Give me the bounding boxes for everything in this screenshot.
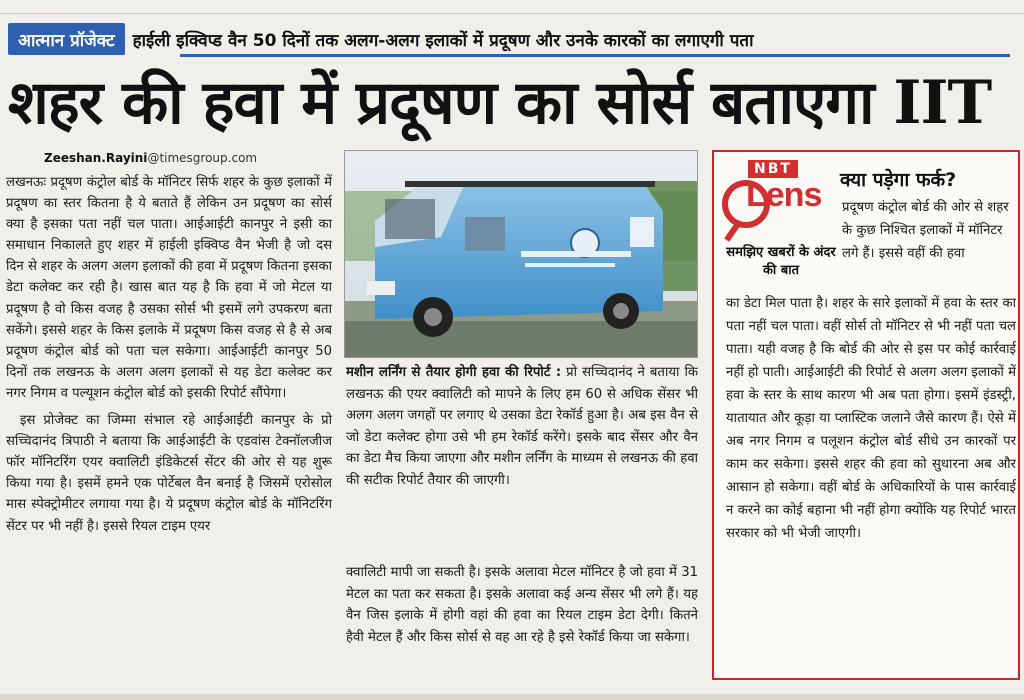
kicker-underline (180, 54, 1010, 57)
kicker-line: हाईली इक्विप्ड वैन 50 दिनों तक अलग-अलग इलाकों में प्रदूषण और उनके कारकों का लगाएगी पता (132, 30, 754, 51)
lens-body: का डेटा मिल पाता है। शहर के सारे इलाकों में हवा के स्तर का पता नहीं चल पाता। वहीं सोर्स तो मॉनिटर से भी नहीं पता चल पाता। यही वजह है कि बोर्ड की ओर से इस पर कोई कार्रवाई नहीं हो पाती। आईआईटी की रिपोर्ट से अलग अलग इलाकों में हवा के स्तर के साथ कारण भी अब पता होगा। इसमें इंडस्ट्री, यातायात और कूड़ा या प्लास्टिक जलाने जैसे कारण हैं। ऐसे में अब नगर निगम व पलूशन कंट्रोल बोर्ड सीधे उन कारकों पर काम कर सकेगा। इससे शहर की हवा को सुधारना अब और आसान हो सकेगा। वहीं बोर्ड के अधिकारियों के पास कार्रवाई न करने का कोई बहाना भी नहीं होगा क्योंकि यह रिपोर्ट भारत सरकार को भी भेजी जाएगी। (726, 296, 1016, 541)
caption-body: प्रो सच्चिदानंद ने बताया कि लखनऊ की एयर क्वालिटी को मापने के लिए हम 60 से अधिक सेंसर भी अलग अलग जगहों पर लगाए थे उसका डेटा रेकॉर्ड हुआ है। अब इस वैन से जो डेटा कलेक्ट होगा उसे भी हम रेकॉर्ड करेंगे। इसके बाद सेंसर और वैन का डेटा मैच किया जाएगा और मशीन लर्निंग के माध्यम से लखनऊ की हवा की सटीक रिपोर्ट तैयार की जाएगी। (346, 365, 698, 488)
byline-name: Zeeshan.Rayini (44, 151, 148, 165)
lens-body-top: प्रदूषण कंट्रोल बोर्ड की ओर से शहर के कुछ निश्चित इलाकों में मॉनिटर लगे हैं। इससे वहीं की हवा (842, 200, 1009, 261)
nbt-lens-logo (722, 158, 840, 288)
caption-lead: मशीन लर्निंग से तैयार होगी हवा की रिपोर्ट : (346, 365, 562, 380)
lens-wordmark: Lens (746, 176, 822, 214)
van-illustration (345, 151, 698, 358)
van-photo (344, 150, 698, 358)
article-paragraph-1: लखनऊः प्रदूषण कंट्रोल बोर्ड के मॉनिटर सिर्फ शहर के कुछ इलाकों में प्रदूषण का स्तर कितना है ये बताते हैं लेकिन उन प्रदूषण का सोर्स क्या है इसका पता नहीं चल पाता। आईआईटी कानपुर ने इसी का समाधान निकालते हुए शहर में हाईली इक्विप्ड वैन भेजी है जो दस दिन से शहर के अलग अलग इलाकों की हवा में प्रदूषण कितना इसका डेटा कलेक्ट कर रही है। खास बात यह है कि हवा में जो मेटल या प्रदूषण है वो किस वजह है उसका सोर्स भी इसमें लगे उपकरण बता सकेंगे। इससे शहर के किस इलाके में प्रदूषण किस वजह से है से अब प्रदूषण कंट्रोल बोर्ड को पता चल सकेगा। आईआईटी कानपुर 50 दिनों तक लखनऊ के अलग अलग इलाकों से यह डेटा कलेक्ट कर नगर निगम व पल्यूशन कंट्रोल बोर्ड को इसकी रिपोर्ट सौंपेगा। (6, 175, 332, 401)
article-paragraph-2: इस प्रोजेक्ट का जिम्मा संभाल रहे आईआईटी कानपुर के प्रो सच्चिदानंद त्रिपाठी ने बताया कि आईआईटी के एडवांस टेक्नॉलजीज फॉर मॉनिटरिंग एयर क्वालिटी इंडिकेटर्स सेंटर की ओर से यह शुरू किया गया है। इसमें हमने एक पोर्टेबल वैन बनाई है जिसमें एरोसोल मास स्पेक्ट्रोमीटर लगाया गया है। ये प्रदूषण कंट्रोल बोर्ड के मॉनिटरिंग सेंटर पर भी नहीं है। इससे रियल टाइम एयर (6, 413, 332, 534)
magnifier-handle (724, 220, 742, 241)
page-top-strip (0, 0, 1024, 14)
lens-tagline: समझिए खबरों के अंदर की बात (726, 245, 836, 278)
nbt-lens-sidebar (712, 150, 1020, 680)
lens-title: क्या पड़ेगा फर्क? (840, 169, 957, 191)
nbt-badge: NBT (748, 160, 798, 178)
byline-email: @timesgroup.com (147, 151, 258, 165)
kicker-tag: आत्मान प्रॉजेक्ट (8, 23, 125, 55)
photo-caption (346, 362, 698, 560)
article-column-2-continued: क्वालिटी मापी जा सकती है। इसके अलावा मेटल मॉनिटर है जो हवा में 31 मेटल का पता कर सकता है। इसके अलावा कई अन्य सेंसर भी लगे हैं। यह वैन जिस इलाके में होगी वहां की हवा का रियल टाइम डेटा देगी। कितने हैवी मेटल हैं और किस सोर्स से वह आ रहे है इसे रेकॉर्ड किया जा सकेगा। (346, 565, 698, 645)
article-column-1 (6, 172, 332, 694)
headline: शहर की हवा में प्रदूषण का सोर्स बताएगा IIT (8, 68, 992, 138)
page-bottom-strip (0, 694, 1024, 700)
byline (44, 151, 257, 165)
kicker-row (8, 22, 1018, 56)
